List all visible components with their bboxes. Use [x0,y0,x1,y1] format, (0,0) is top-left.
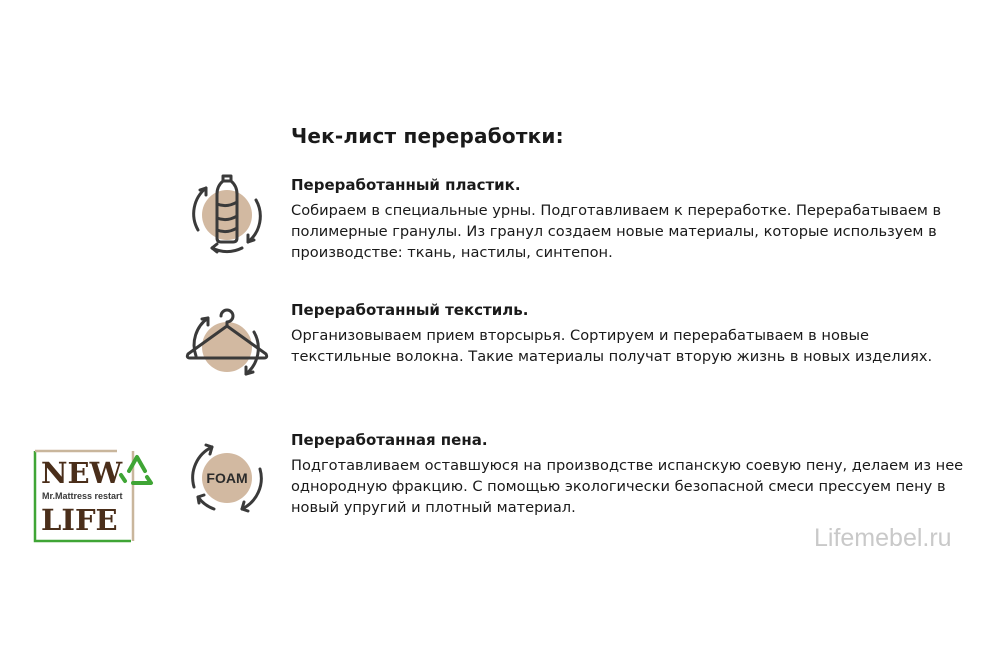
item-description: Организовываем прием вторсырья. Сортируем и перерабатываем в новые текстильные волокна. Такие материалы получат вторую жизнь в новых изделиях. [291,327,933,365]
item-heading: Переработанный текстиль. [291,301,529,319]
logo-subtitle: Mr.Mattress restart [42,491,123,501]
watermark: Lifemebel.ru [814,524,952,552]
page-title: Чек-лист переработки: [291,124,564,148]
item-heading: Переработанный пластик. [291,176,521,194]
new-life-logo [33,447,155,545]
item-description: Собираем в специальные урны. Подготавливаем к переработке. Перерабатываем в полимерные гранулы. Из гранул создаем новые материалы, которые используем в производстве: ткань, настилы, синтепон. [291,202,942,261]
item-description: Подготавливаем оставшуюся на производстве испанскую соевую пену, делаем из нее однородную фракцию. С помощью экологически безопасной смеси прессуем пену в новый упругий и плотный материал. [291,457,964,516]
list-item-plastic [291,176,971,263]
list-item-textile [291,301,971,367]
list-item-foam [291,431,971,518]
foam-icon-label: FOAM [206,470,248,486]
logo-life-text: LIFE [41,503,118,537]
recycled-textile-hanger-icon [184,302,270,388]
logo-new-text: NEW [41,456,123,490]
recycled-plastic-bottle-icon [184,172,270,258]
recycle-icon [121,457,151,483]
recycled-foam-icon [184,435,270,521]
item-heading: Переработанная пена. [291,431,488,449]
